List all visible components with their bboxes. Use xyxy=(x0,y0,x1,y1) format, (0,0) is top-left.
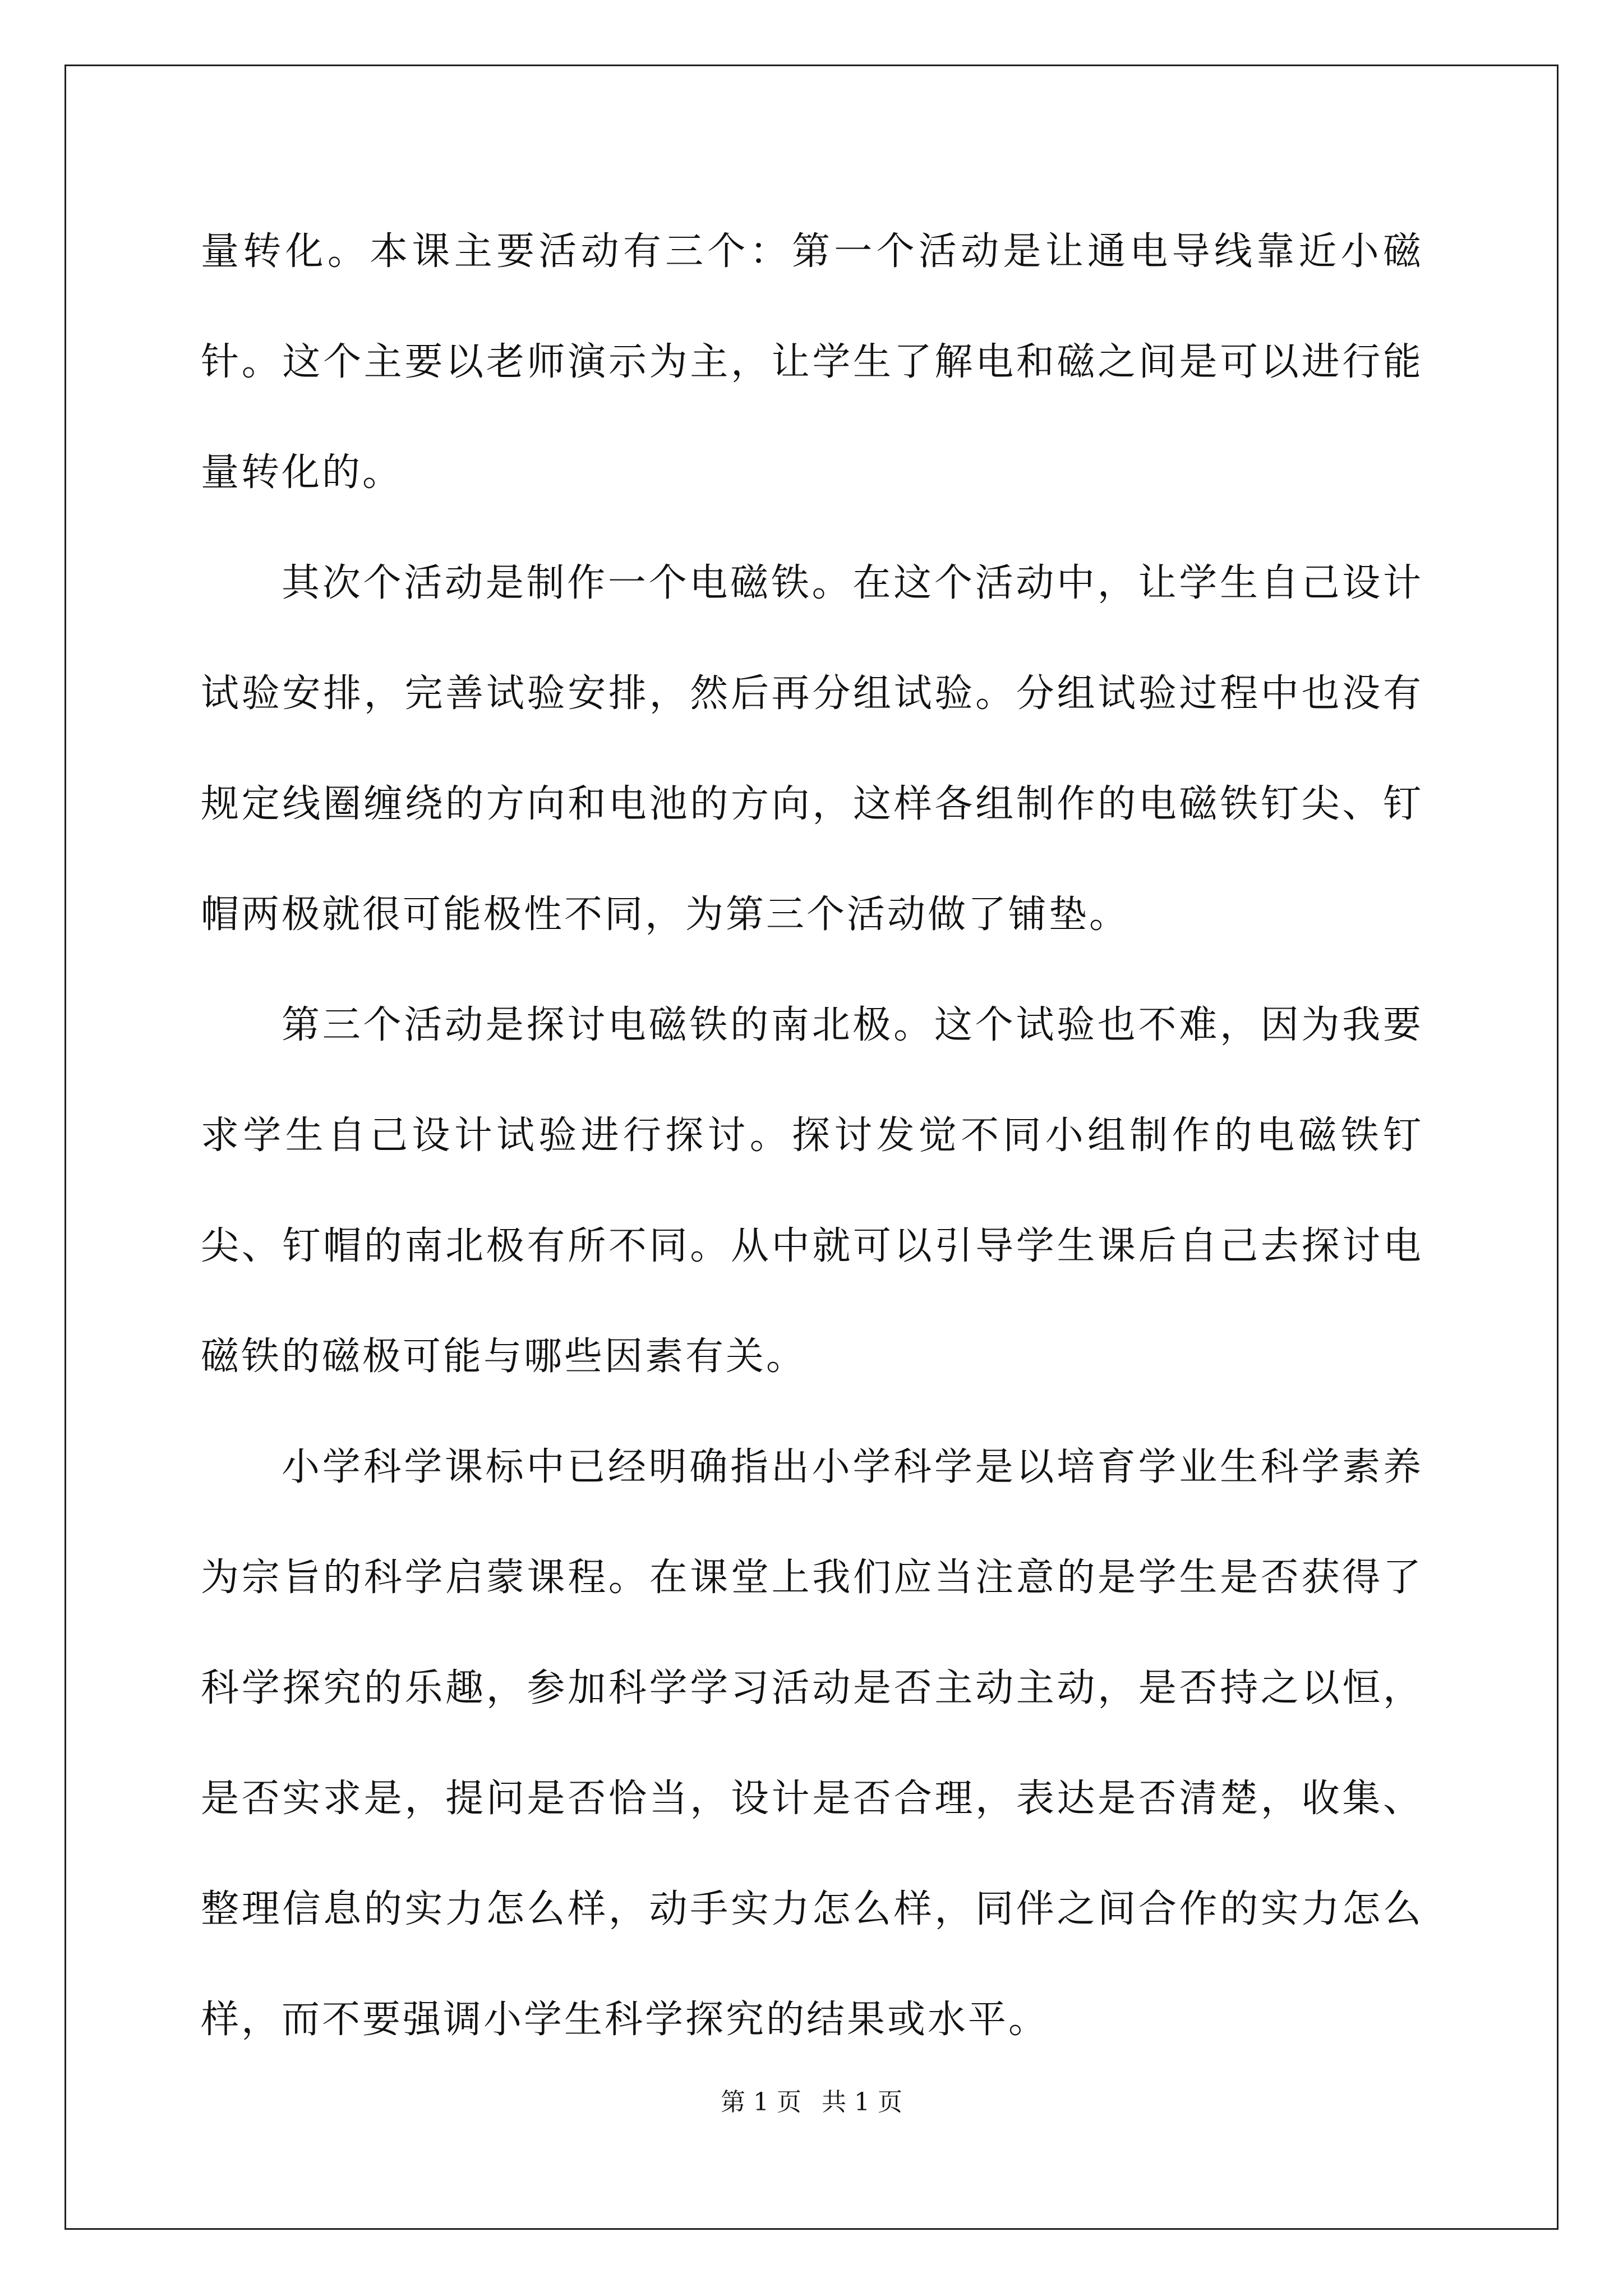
paragraph-1: 量转化。本课主要活动有三个：第一个活动是让通电导线靠近小磁针。这个主要以老师演示为主，让学生了解电和磁之间是可以进行能量转化的。 xyxy=(201,229,1423,495)
page-footer xyxy=(0,2086,1623,2119)
paragraph-2: 其次个活动是制作一个电磁铁。在这个活动中，让学生自己设计试验安排，完善试验安排，然后再分组试验。分组试验过程中也没有规定线圈缠绕的方向和电池的方向，这样各组制作的电磁铁钉尖、钉帽两极就很可能极性不同，为第三个活动做了铺垫。 xyxy=(201,561,1423,937)
document-body xyxy=(201,196,1423,2075)
total-pages: 共 1 页 xyxy=(822,2088,902,2116)
page-number: 第 1 页 xyxy=(721,2088,801,2116)
paragraph-4: 小学科学课标中已经明确指出小学科学是以培育学业生科学素养为宗旨的科学启蒙课程。在课堂上我们应当注意的是学生是否获得了科学探究的乐趣，参加科学学习活动是否主动主动，是否持之以恒，是否实求是，提问是否恰当，设计是否合理，表达是否清楚，收集、整理信息的实力怎么样，动手实力怎么样，同伴之间合作的实力怎么样，而不要强调小学生科学探究的结果或水平。 xyxy=(201,1445,1423,2042)
paragraph-3: 第三个活动是探讨电磁铁的南北极。这个试验也不难，因为我要求学生自己设计试验进行探讨。探讨发觉不同小组制作的电磁铁钉尖、钉帽的南北极有所不同。从中就可以引导学生课后自己去探讨电磁铁的磁极可能与哪些因素有关。 xyxy=(201,1003,1423,1379)
